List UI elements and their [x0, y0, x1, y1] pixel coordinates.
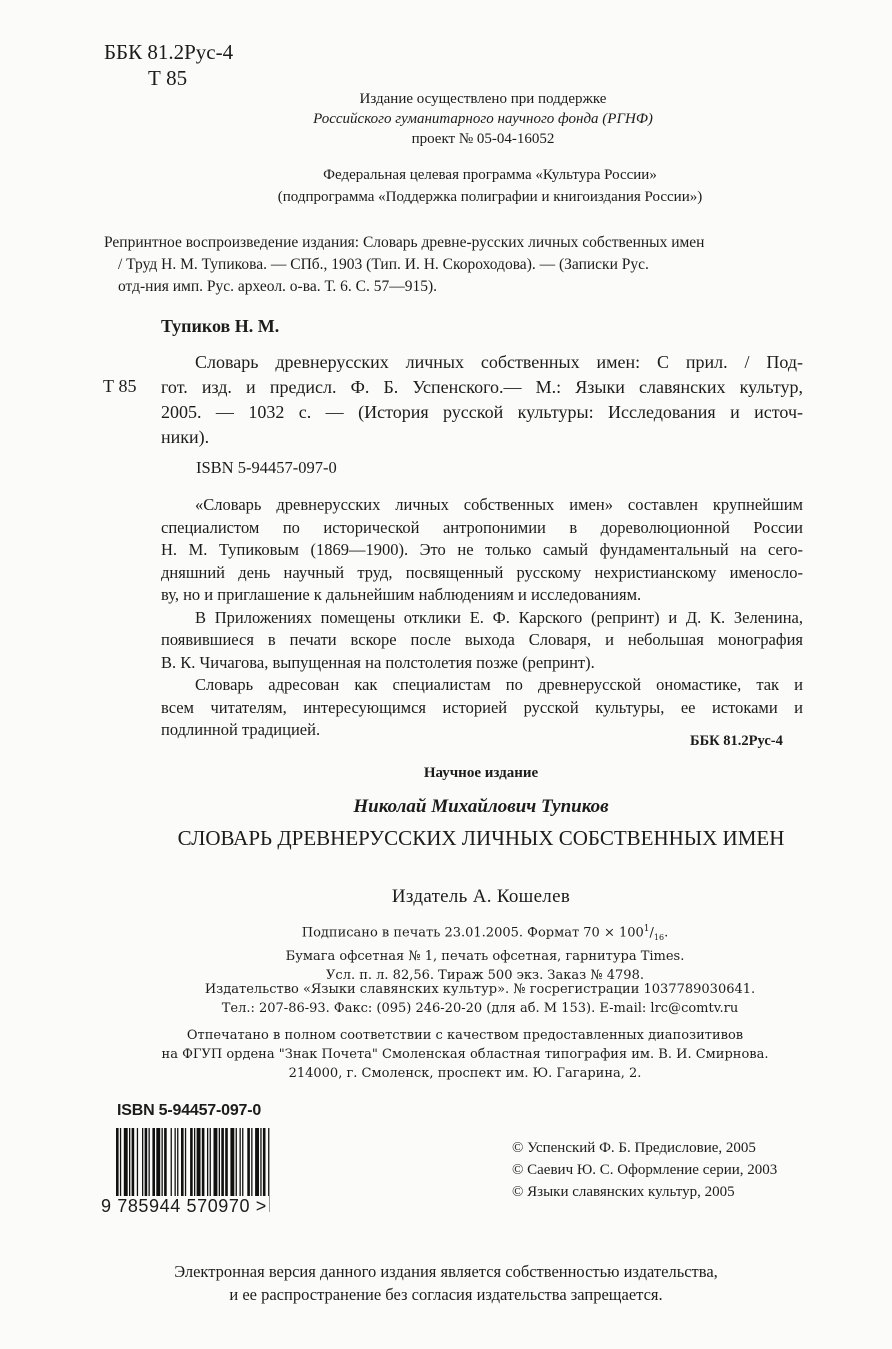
reprint-line: отд-ния имп. Рус. археол. о-ва. Т. 6. С. 57—915).: [118, 278, 438, 295]
print-details: [160, 920, 810, 985]
barcode-bar: [181, 1128, 184, 1204]
author-mark: Т 85: [148, 66, 188, 90]
author-full-name: Николай Михайлович Тупиков: [353, 796, 609, 817]
copyright-line: © Успенский Ф. Б. Предисловие, 2005: [512, 1140, 756, 1156]
barcode-bar: [202, 1128, 205, 1204]
barcode-bar: [156, 1128, 160, 1204]
publisher-info: [160, 980, 800, 1018]
annotation-line: всем читателям, интересующимся историей русской культуры, ее истоками и: [161, 697, 803, 717]
printing-line: на ФГУП ордена "Знак Почета" Смоленская областная типография им. В. И. Смирнова.: [161, 1047, 769, 1062]
barcode-digits: 9 785944 570970 >: [101, 1196, 267, 1216]
catalog-line: ники).: [161, 427, 210, 447]
copyright-line: © Саевич Ю. С. Оформление серии, 2003: [512, 1162, 778, 1178]
barcode-bar: [230, 1128, 234, 1204]
notice-line: и ее распространение без согласия издательства запрещается.: [229, 1285, 663, 1304]
reprint-line: / Труд Н. М. Тупикова. — СПб., 1903 (Тип. И. Н. Скороходова). — (Записки Рус.: [118, 256, 649, 273]
print-signed: Подписано в печать 23.01.2005. Формат 70 × 100: [301, 925, 644, 941]
barcode-bar: [152, 1128, 155, 1204]
barcode-bar: [260, 1128, 261, 1204]
barcode-bar: [142, 1128, 143, 1204]
annotation-line: появившиеся в печати вскоре после выхода Словаря, и небольшая монография: [161, 630, 803, 649]
catalog-author: Тупиков Н. М.: [161, 316, 280, 336]
annotation-line: Словарь адресован как специалистам по древнерусской ономастике, так и: [195, 675, 803, 694]
barcode-bar: [132, 1128, 135, 1204]
barcode-bar: [214, 1128, 218, 1204]
barcode-bar: [225, 1128, 228, 1204]
catalog-line: гот. изд. и предисл. Ф. Б. Успенского.— М.: Языки славянских культур,: [161, 377, 803, 397]
catalog-author-mark: Т 85: [103, 376, 137, 396]
barcode-bar: [177, 1128, 178, 1204]
book-title: СЛОВАРЬ ДРЕВНЕРУССКИХ ЛИЧНЫХ СОБСТВЕННЫХ ИМЕН: [177, 826, 785, 850]
support-line: Издание осуществлено при поддержке: [359, 91, 607, 107]
printing-line: Отпечатано в полном соответствии с качеством предоставленных диапозитивов: [186, 1028, 744, 1043]
printing-line: 214000, г. Смоленск, проспект им. Ю. Гагарина, 2.: [288, 1066, 642, 1081]
barcode-bar: [221, 1128, 224, 1204]
annotation: [161, 494, 803, 742]
catalog-line: Словарь древнерусских личных собственных имен: С прил. / Под-: [195, 352, 803, 372]
barcode-bar: [185, 1128, 186, 1204]
annotation-bbk: ББК 81.2Рус-4: [690, 733, 783, 749]
barcode-bar: [162, 1128, 163, 1204]
copyright-block: [512, 1137, 777, 1203]
barcode-bar: [236, 1128, 237, 1204]
barcode-bar: [255, 1128, 259, 1204]
grant-support-block: [190, 89, 776, 149]
publisher-line: Издательство «Языки славянских культур». № госрегистрации 1037789030641.: [204, 982, 756, 997]
annotation-line: подлинной традицией.: [161, 720, 321, 739]
format-slash: /: [649, 925, 654, 941]
publisher-line: Тел.: 207-86-93. Факс: (095) 246-20-20 (для аб. М 153). E-mail: lrc@comtv.ru: [221, 1001, 739, 1016]
print-line: [160, 920, 810, 947]
catalog-isbn: ISBN 5-94457-097-0: [196, 458, 337, 477]
barcode-bar: [251, 1128, 252, 1204]
annotation-line: В. К. Чичагова, выпущенная на полстолетия позже (репринт).: [161, 652, 595, 672]
format-sub: 16: [653, 932, 665, 942]
copyright-notice: [0, 1260, 892, 1306]
barcode-bar: [219, 1128, 220, 1204]
printing-house: [140, 1026, 790, 1083]
barcode-bar: [149, 1128, 150, 1204]
reprint-line: Репринтное воспроизведение издания: Словарь древне-русских личных собственных имен: [104, 234, 705, 251]
barcode-bar: [124, 1128, 128, 1204]
catalog-description: [161, 350, 803, 450]
reprint-note: [104, 232, 804, 298]
annotation-line: В Приложениях помещены отклики Е. Ф. Карского (репринт) и Д. К. Зеленина,: [195, 607, 803, 627]
barcode-bar: [171, 1128, 172, 1204]
barcode-bar: [242, 1128, 243, 1204]
publisher: Издатель А. Кошелев: [391, 886, 571, 907]
barcode-bar: [129, 1128, 130, 1204]
barcode-bar: [164, 1128, 167, 1204]
annotation-line: «Словарь древнерусских личных собственных имен» составлен крупнейшим: [195, 495, 803, 514]
annotation-line: ву, но и приглашение к дальнейшим наблюдениям и исследованиям.: [161, 585, 642, 604]
barcode-bar: [190, 1128, 193, 1204]
notice-line: Электронная версия данного издания является собственностью издательства,: [174, 1262, 718, 1281]
annotation-line: дняшний день научный труд, посвященный русскому нехристианскому именосло-: [161, 562, 803, 582]
support-project: проект № 05-04-16052: [411, 131, 555, 147]
support-foundation: Российского гуманитарного научного фонда (РГНФ): [313, 111, 653, 127]
bbk-code: ББК 81.2Рус-4: [104, 40, 234, 64]
print-line: Бумага офсетная № 1, печать офсетная, гарнитура Times.: [285, 948, 685, 964]
catalog-line: 2005. — 1032 с. — (История русской культуры: Исследования и источ-: [161, 402, 803, 422]
format-dot: .: [664, 925, 669, 941]
annotation-line: специалистом по исторической антропонимии в дореволюционной России: [161, 517, 803, 537]
barcode-isbn-label: ISBN 5-94457-097-0: [117, 1102, 262, 1119]
program-line: Федеральная целевая программа «Культура России»: [323, 167, 657, 183]
print-line: Усл. п. л. 82,56. Тираж 500 экз. Заказ № 4798.: [326, 967, 644, 983]
barcode-bar: [137, 1128, 138, 1204]
subprogram-line: (подпрограмма «Поддержка полиграфии и книгоиздания России»): [277, 189, 703, 205]
barcode-bar: [263, 1128, 266, 1204]
barcode-bar: [207, 1128, 208, 1204]
barcode-bar: [240, 1128, 241, 1204]
format-sup: 1: [643, 924, 650, 934]
edition-type: Научное издание: [423, 765, 539, 781]
barcode-bar: [210, 1128, 211, 1204]
federal-program-block: [190, 164, 790, 208]
barcode-bar: [145, 1128, 148, 1204]
barcode-bar: [175, 1128, 176, 1204]
copyright-line: © Языки славянских культур, 2005: [512, 1184, 735, 1200]
annotation-line: Н. М. Тупиковым (1869—1900). Это не только самый фундаментальный на сего-: [161, 540, 803, 559]
barcode-bar: [247, 1128, 250, 1204]
